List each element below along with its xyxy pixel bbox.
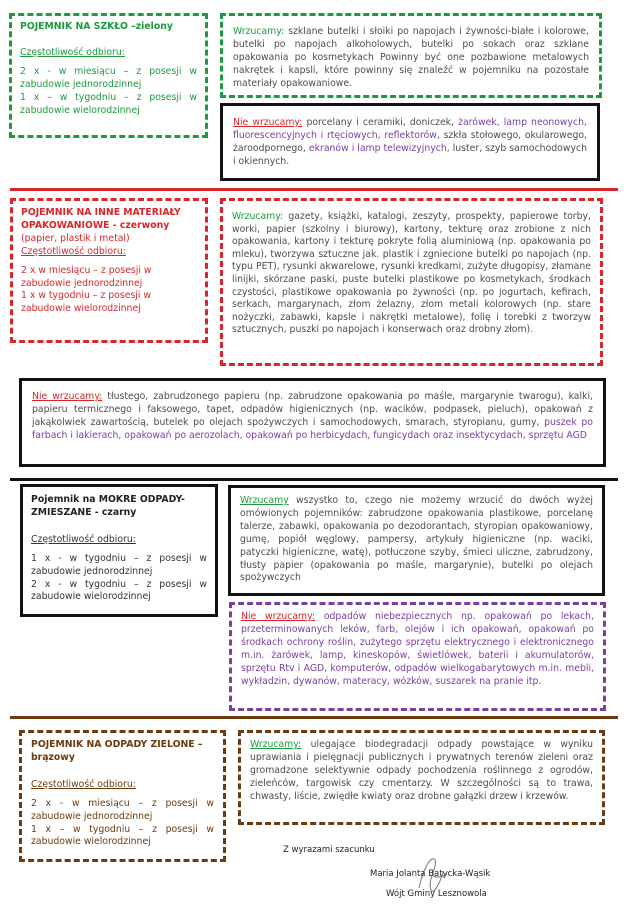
green-waste-freq-1: 2 x - w miesiącu – z posesji w zabudowie jednorodzinnej — [31, 797, 214, 822]
signatory-position: Wójt Gminy Lesznowola — [386, 889, 487, 899]
packaging-put-text: gazety, książki, katalogi, zeszyty, prospekty, papierowe torby, worki, papier (szkolny i biurowy), kartony, tekturę oraz zrobione z nich opakowania, kartony i tekturę pokryte folią aluminiową (np. opakowania po mleku), tworzywa sztuczne jak. plastik i zgniecione butelki po napojach (np. typu PET), rysunki akwarelowe, rysunki kredkami, zużyte długopisy, złamane linijki, skórzane paski, puste butelki plastikowe po kosmetykach, środkach czystości, plastikowe opakowania po żywności (np. po jogurtach, kefirach, serkach, margarynach, złom żelazny, złom metali kolorowych (np. stare nożyczki, zabawki, kapsle i nakrętki metalowe), folię i torebki z tworzyw sztucznych, puszki po napojach i konserwach oraz drobny złom). — [232, 211, 591, 336]
packaging-bin-box — [10, 198, 208, 343]
closing-text: Z wyrazami szacunku — [283, 845, 375, 855]
glass-not-box — [220, 103, 600, 181]
green-waste-bin-title: POJEMNIK NA ODPADY ZIELONE – brązowy — [31, 739, 203, 763]
packaging-freq-label: Częstotliwość odbioru: — [21, 245, 126, 257]
mixed-not-box — [229, 602, 606, 711]
packaging-put-box — [220, 198, 603, 366]
divider-brown — [10, 716, 618, 719]
mixed-put-label: Wrzucamy — [240, 495, 289, 506]
glass-freq-1: 2 x - w miesiącu – z posesji w zabudowie jednorodzinnej — [20, 65, 197, 90]
mixed-not-text: odpadów niebezpiecznych np. opakowań po lekach, przeterminowanych leków, farb, olejów i ich opakowań, opakowań po środkach ochrony roślin, zużytego sprzętu elektrycznego i elektronicznego m.in. żarówek, lamp, kineskopów, świetlówek, baterii i akumulatorów, sprzętu Rtv i AGD, komputerów, odpadów wielkogabarytowych m.in. mebli, wykładzin, dywanów, materacy, wózków, suszarek na pranie itp. — [241, 611, 595, 687]
divider-red — [10, 188, 618, 191]
packaging-not-text-2: puszek po farbach i lakierach, opakowań po aerozolach, opakowań po herbicydach, fungicydach oraz insektycydach, — [32, 416, 593, 441]
packaging-not-text-1: tłustego, zabrudzonego papieru (np. zabrudzone opakowania po maśle, margarynie twarogu), kalki, papieru termicznego i faksowego, tapet, odpadów higienicznych (np. wacików, podpasek, pieluch), opakowań z jakąkolwiek zawartością, butelek po olejach spożywczych i samochodowych, smarach, styropianu, gumy, — [32, 391, 593, 428]
green-waste-put-text: ulegające biodegradacji odpady powstające w wyniku uprawiania i pielęgnacji publicznych i prywatnych terenów zieleni oraz gromadzone selektywnie odpady pochodzenia roślinnego z ogrodów, zieleńców, targowisk czy cmentarzy. W szczególności są to trawa, chwasty, liście, zwiędłe kwiaty oraz drobne gałązki drzew i krzewów. — [250, 739, 593, 802]
mixed-not-label: Nie wrzucamy: — [241, 611, 316, 622]
glass-put-text: szklane butelki i słoiki po napojach i żywności-białe i kolorowe, butelki po napojach alkoholowych, butelki po sokach oraz szklane opakowania po kosmetykach Powinny być one pozbawione metalowych nakrętek i kapsli, które powinny się znaleźć w pojemniku na pozostałe materiały opakowaniowe. — [233, 26, 589, 89]
green-waste-freq-2: 1 x – w tygodniu – z posesji w zabudowie wielorodzinnej — [31, 823, 214, 848]
glass-freq-label: Częstotliwość odbioru: — [20, 46, 125, 58]
glass-not-label: Nie wrzucamy: — [233, 117, 303, 128]
packaging-bin-title: POJEMNIK NA INNE MATERIAŁY OPAKOWANIOWE - czerwony — [21, 207, 181, 231]
glass-bin-box — [9, 13, 208, 138]
glass-not-text-3: szkła stołowego, okularowego, żaroodpornego, — [233, 129, 587, 154]
packaging-bin-subtitle: (papier, plastik i metal) — [21, 232, 130, 244]
mixed-put-box — [228, 485, 605, 596]
green-waste-freq-label: Częstotliwość odbioru: — [31, 778, 136, 790]
mixed-bin-title: Pojemnik na MOKRE ODPADY-ZMIESZANE - czarny — [31, 494, 185, 518]
glass-not-text-4: ekranów i lamp telewizyjnych, — [308, 142, 450, 154]
glass-not-text-2: żarówek, lamp neonowych, fluorescencyjnych i rtęciowych, reflektorów, — [233, 117, 587, 141]
glass-put-box — [220, 13, 602, 98]
glass-put-label: Wrzucamy: — [233, 26, 285, 37]
packaging-not-text-3: sprzętu AGD — [528, 429, 587, 441]
packaging-put-label: Wrzucamy: — [232, 211, 284, 222]
green-waste-bin-box — [19, 730, 226, 862]
packaging-freq-2: 1 x w tygodniu – z posesji w zabudowie wielorodzinnej — [21, 290, 152, 315]
glass-freq-2: 1 x – w tygodniu – z posesji w zabudowie wielorodzinnej — [20, 91, 197, 116]
glass-not-text-5: luster, szyb samochodowych i okiennych. — [233, 142, 587, 167]
packaging-freq-1: 2 x w miesiącu – z posesji w zabudowie jednorodzinnej — [21, 264, 152, 289]
packaging-not-box — [19, 378, 606, 467]
signatory-name: Maria Jolanta Batycka-Wąsik — [370, 869, 491, 879]
mixed-freq-1: 1 x - w tygodniu – z posesji w zabudowie jednorodzinnej — [31, 552, 207, 577]
green-waste-put-box — [238, 730, 605, 825]
green-waste-put-label: Wrzucamy: — [250, 739, 302, 750]
mixed-freq-2: 2 x - w tygodniu – z posesji w zabudowie wielorodzinnej — [31, 578, 207, 603]
packaging-not-label: Nie wrzucamy: — [32, 391, 103, 402]
mixed-bin-box — [20, 484, 218, 617]
mixed-freq-label: Częstotliwość odbioru: — [31, 533, 136, 545]
divider-black — [10, 478, 618, 481]
glass-not-text-1: porcelany i ceramiki, doniczek, — [306, 117, 455, 128]
mixed-put-text: wszystko to, czego nie możemy wrzucić do dwóch wyżej omówionych pojemników: zabrudzone opakowania plastikowe, porcelanę talerze, zabawki, opakowania po dezodorantach, styropian opakowaniowy, gumę, popiół węglowy, pampersy, artykuły higieniczne (np. waciki, patyczki higieniczne, watę), potłuczone szyby, śmieci uliczne, zabrudzony, tłusty papier (opakowania po maśle, margarynie), butelki po olejach spożywczych — [240, 495, 593, 584]
glass-bin-title: POJEMNIK NA SZKŁO –zielony — [20, 21, 173, 32]
